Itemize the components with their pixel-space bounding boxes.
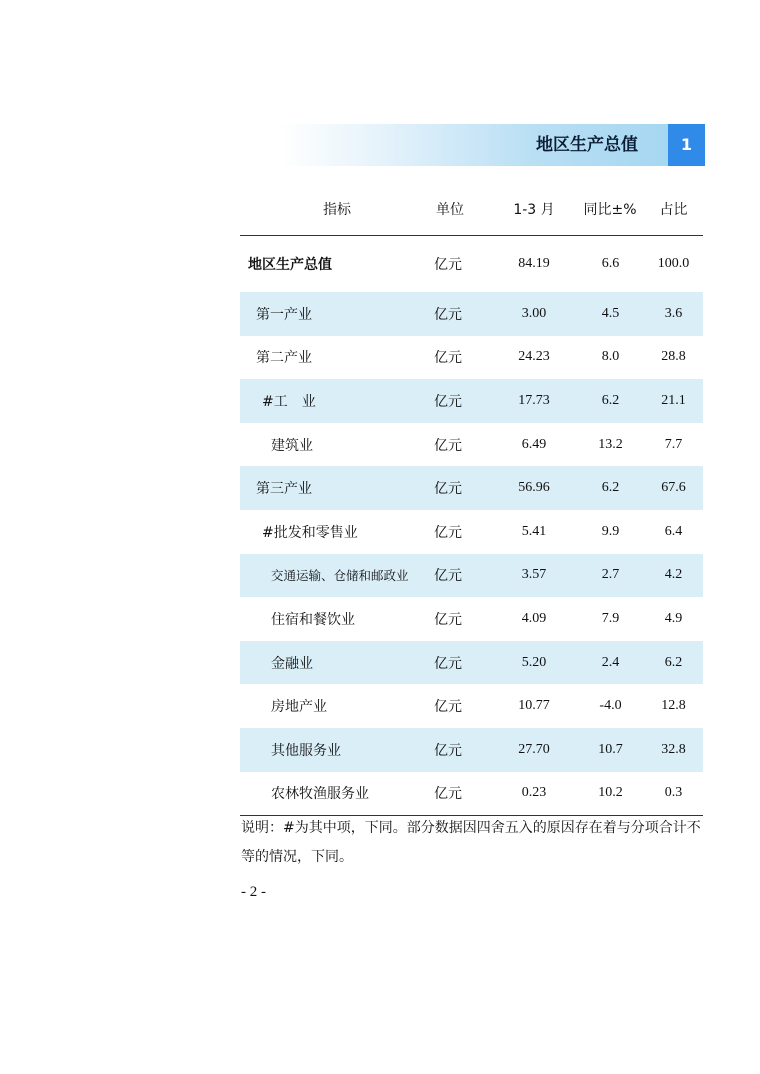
row-share: 6.2 <box>644 641 703 685</box>
table-row <box>240 423 703 467</box>
row-value: 6.49 <box>521 436 547 452</box>
row-unit: 亿元 <box>434 554 497 598</box>
row-value: 24.23 <box>518 349 550 365</box>
row-share: 0.3 <box>644 772 703 816</box>
row-yoy: 6.2 <box>571 379 644 423</box>
column-header-share: 占比 <box>644 182 703 236</box>
page-number: - 2 - <box>241 884 266 900</box>
row-name: #批发和零售业 <box>262 524 358 541</box>
row-name: 交通运输、仓储和邮政业 <box>240 554 434 598</box>
row-unit: 亿元 <box>434 292 497 336</box>
row-yoy: 7.9 <box>601 610 620 626</box>
table-row <box>240 597 703 641</box>
row-share: 100.0 <box>657 256 690 271</box>
row-value: 84.19 <box>518 256 550 271</box>
row-yoy: 13.2 <box>598 436 623 452</box>
row-name: 地区生产总值 <box>248 257 332 273</box>
row-yoy: 2.4 <box>571 641 644 685</box>
row-value: 5.20 <box>497 641 571 685</box>
table-header-row <box>240 182 703 236</box>
row-share: 3.6 <box>644 292 703 336</box>
row-name: 房地产业 <box>271 699 327 716</box>
row-name: 其他服务业 <box>240 728 434 772</box>
row-unit: 亿元 <box>434 466 497 510</box>
row-name: 建筑业 <box>271 437 313 454</box>
row-unit: 亿元 <box>434 699 462 716</box>
row-yoy: 10.2 <box>571 772 644 816</box>
gdp-table <box>240 182 703 816</box>
column-header-unit: 单位 <box>434 182 497 236</box>
row-value: 4.09 <box>521 610 547 626</box>
row-yoy: 8.0 <box>601 349 620 365</box>
row-unit: 亿元 <box>434 257 462 273</box>
row-value: 10.77 <box>518 698 550 714</box>
table-row <box>240 466 703 510</box>
row-share: 67.6 <box>644 466 703 510</box>
section-number-badge: 1 <box>668 124 705 166</box>
row-yoy: 6.2 <box>571 466 644 510</box>
row-value: 56.96 <box>497 466 571 510</box>
row-name: 第三产业 <box>240 466 434 510</box>
table-row <box>240 236 703 293</box>
row-yoy: -4.0 <box>599 698 622 714</box>
row-yoy: 6.6 <box>601 256 620 271</box>
row-unit: 亿元 <box>434 379 497 423</box>
row-name: #工 业 <box>240 379 434 423</box>
table-row <box>240 772 703 816</box>
column-header-yoy: 同比±% <box>571 182 644 236</box>
row-share: 7.7 <box>664 436 683 452</box>
row-share: 12.8 <box>661 698 686 714</box>
table-row <box>240 728 703 772</box>
section-header-band <box>280 124 668 166</box>
row-yoy: 9.9 <box>601 523 620 539</box>
row-unit: 亿元 <box>434 611 462 628</box>
table-row <box>240 510 703 554</box>
row-name: 第二产业 <box>256 350 312 367</box>
table-row <box>240 292 703 336</box>
row-yoy: 10.7 <box>571 728 644 772</box>
row-unit: 亿元 <box>434 350 462 367</box>
column-header-period: 1-3 月 <box>497 182 571 236</box>
table-row <box>240 336 703 380</box>
table-row <box>240 554 703 598</box>
row-value: 5.41 <box>521 523 547 539</box>
row-unit: 亿元 <box>434 524 462 541</box>
row-value: 3.57 <box>497 554 571 598</box>
row-unit: 亿元 <box>434 641 497 685</box>
table-row <box>240 684 703 728</box>
table-row <box>240 379 703 423</box>
row-name: 农林牧渔服务业 <box>240 772 434 816</box>
row-value: 17.73 <box>497 379 571 423</box>
row-value: 3.00 <box>497 292 571 336</box>
row-unit: 亿元 <box>434 728 497 772</box>
row-yoy: 2.7 <box>571 554 644 598</box>
row-unit: 亿元 <box>434 772 497 816</box>
row-share: 32.8 <box>644 728 703 772</box>
row-name: 住宿和餐饮业 <box>271 611 355 628</box>
row-unit: 亿元 <box>434 437 462 454</box>
row-share: 4.2 <box>644 554 703 598</box>
row-name: 金融业 <box>240 641 434 685</box>
row-share: 4.9 <box>664 610 683 626</box>
row-share: 6.4 <box>664 523 683 539</box>
column-header-indicator: 指标 <box>240 182 434 236</box>
row-share: 28.8 <box>661 349 686 365</box>
table-footnote: 说明：#为其中项，下同。部分数据因四舍五入的原因存在着与分项合计不等的情况，下同。 <box>241 820 701 865</box>
row-share: 21.1 <box>644 379 703 423</box>
row-value: 0.23 <box>497 772 571 816</box>
row-value: 27.70 <box>497 728 571 772</box>
row-name: 第一产业 <box>240 292 434 336</box>
table-row <box>240 641 703 685</box>
section-title: 地区生产总值 <box>536 135 638 155</box>
row-yoy: 4.5 <box>571 292 644 336</box>
